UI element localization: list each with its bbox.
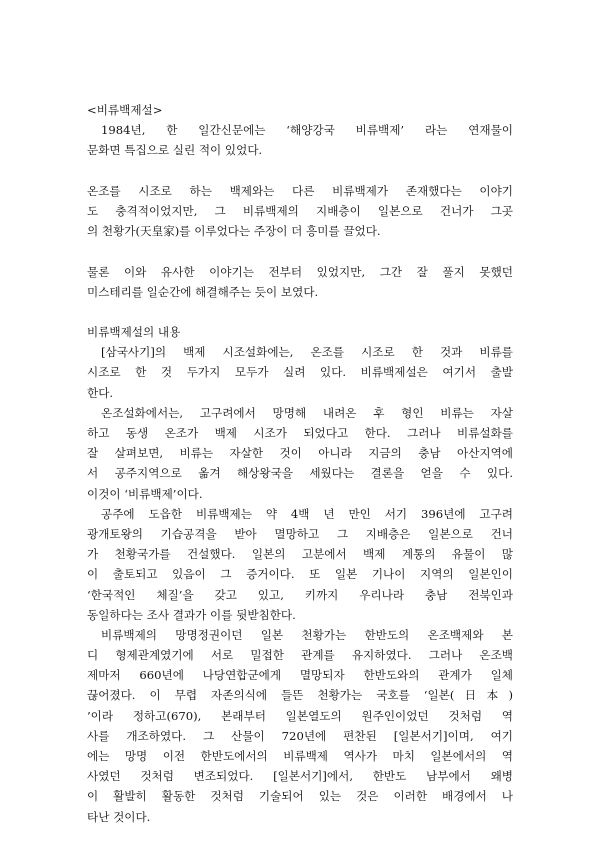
paragraph-line: 문화면 특집으로 실린 적이 있었다. xyxy=(87,143,263,158)
paragraph-line: 잘 살펴보면, 비류는 자살한 것이 아니라 지금의 충남 아산지역에 xyxy=(87,446,513,461)
paragraph-line: 이 활발히 활동한 것처럼 기술되어 있는 것은 이러한 배경에서 나 xyxy=(87,789,513,804)
paragraph-line: ‘한국적인 체질’을 갖고 있고, 키까지 우리나라 충남 전북인과 xyxy=(87,587,513,602)
document-body xyxy=(87,100,513,827)
paragraph-line: 사였던 것처럼 변조되었다. [일본서기]에서, 한반도 남부에서 왜병 xyxy=(87,769,513,784)
paragraph-line: 타난 것이다. xyxy=(87,809,151,824)
paragraph-line: 온조설화에서는, 고구려에서 망명해 내려온 후 형인 비류는 자살 xyxy=(101,405,513,420)
paragraph-line: 온조를 시조로 하는 백제와는 다른 비류백제가 존재했다는 이야기 xyxy=(87,183,513,198)
paragraph-spacer xyxy=(87,161,513,181)
paragraph-line: 제마저 660년에 나당연합군에게 멸망되자 한반도와의 관계가 일체 xyxy=(87,668,513,683)
paragraph-line: [삼국사기]의 백제 시조설화에는, 온조를 시조로 한 것과 비류를 xyxy=(101,345,513,360)
paragraph-line: 끊어졌다. 이 무렵 자존의식에 들뜬 천황가는 국호를 ‘일본(日本) xyxy=(87,688,513,703)
paragraph-3 xyxy=(87,342,513,403)
paragraph-4 xyxy=(87,403,513,504)
paragraph-2 xyxy=(87,262,513,302)
paragraph-line: 공주에 도읍한 비류백제는 약 4백 년 만인 서기 396년에 고구려 xyxy=(101,506,513,521)
paragraph-line: 1984년, 한 일간신문에는 ‘해양강국 비류백제’ 라는 연재물이 xyxy=(101,123,513,138)
paragraph-line: 도 충격적이었지만, 그 비류백제의 지배층이 일본으로 건너가 그곳 xyxy=(87,203,513,218)
paragraph-line: 하고 동생 온조가 백제 시조가 되었다고 한다. 그러나 비류설화를 xyxy=(87,426,513,440)
paragraph-line: 미스테리를 일순간에 해결해주는 듯이 보였다. xyxy=(87,284,319,299)
paragraph-line: 물론 이와 유사한 이야기는 전부터 있었지만, 그간 잘 풀지 못했던 xyxy=(87,264,513,279)
paragraph-line: 비류백제의 망명정권이던 일본 천황가는 한반도의 온조백제와 본 xyxy=(101,627,513,642)
paragraph-spacer xyxy=(87,241,513,261)
paragraph-line: 이것이 ‘비류백제’이다. xyxy=(87,486,203,501)
paragraph-line: 이 출토되고 있음이 그 증거이다. 또 일본 기나이 지역의 일본인이 xyxy=(87,567,513,582)
section-title: 비류백제설의 내용 xyxy=(87,325,181,340)
paragraph-line: 디 형제관계였기에 서로 밀접한 관계를 유지하였다. 그러나 온조백 xyxy=(87,648,513,663)
paragraph-1 xyxy=(87,181,513,242)
paragraph-line: 광개토왕의 기습공격을 받아 멸망하고 그 지배층은 일본으로 건너 xyxy=(87,526,513,541)
paragraph-line: 사를 개조하였다. 그 산물이 720년에 편찬된 [일본서기]이며, 여기 xyxy=(87,728,513,743)
paragraph-5 xyxy=(87,504,513,625)
paragraph-6 xyxy=(87,625,513,827)
paragraph-spacer xyxy=(87,302,513,322)
paragraph-line: ’이라 정하고(670), 본래부터 일본열도의 원주인이었던 것처럼 역 xyxy=(87,708,513,723)
paragraph-line: 에는 망명 이전 한반도에서의 비류백제 역사가 마치 일본에서의 역 xyxy=(87,749,513,763)
paragraph-line: 동일하다는 조사 결과가 이를 뒷받침한다. xyxy=(87,607,296,622)
paragraph-line: 의 천황가(天皇家)를 이루었다는 주장이 더 흥미를 끌었다. xyxy=(87,224,381,239)
intro-paragraph xyxy=(87,120,513,160)
paragraph-line: 한다. xyxy=(87,385,114,400)
paragraph-line: 시조로 한 것 두가지 모두가 실려 있다. 비류백제설은 여기서 출발 xyxy=(87,365,513,380)
paragraph-line: 서 공주지역으로 옮겨 해상왕국을 세웠다는 결론을 얻을 수 있다. xyxy=(87,466,513,481)
document-heading: <비류백제설> xyxy=(87,103,163,117)
paragraph-line: 가 천황국가를 건설했다. 일본의 고분에서 백제 계통의 유물이 많 xyxy=(87,547,513,562)
